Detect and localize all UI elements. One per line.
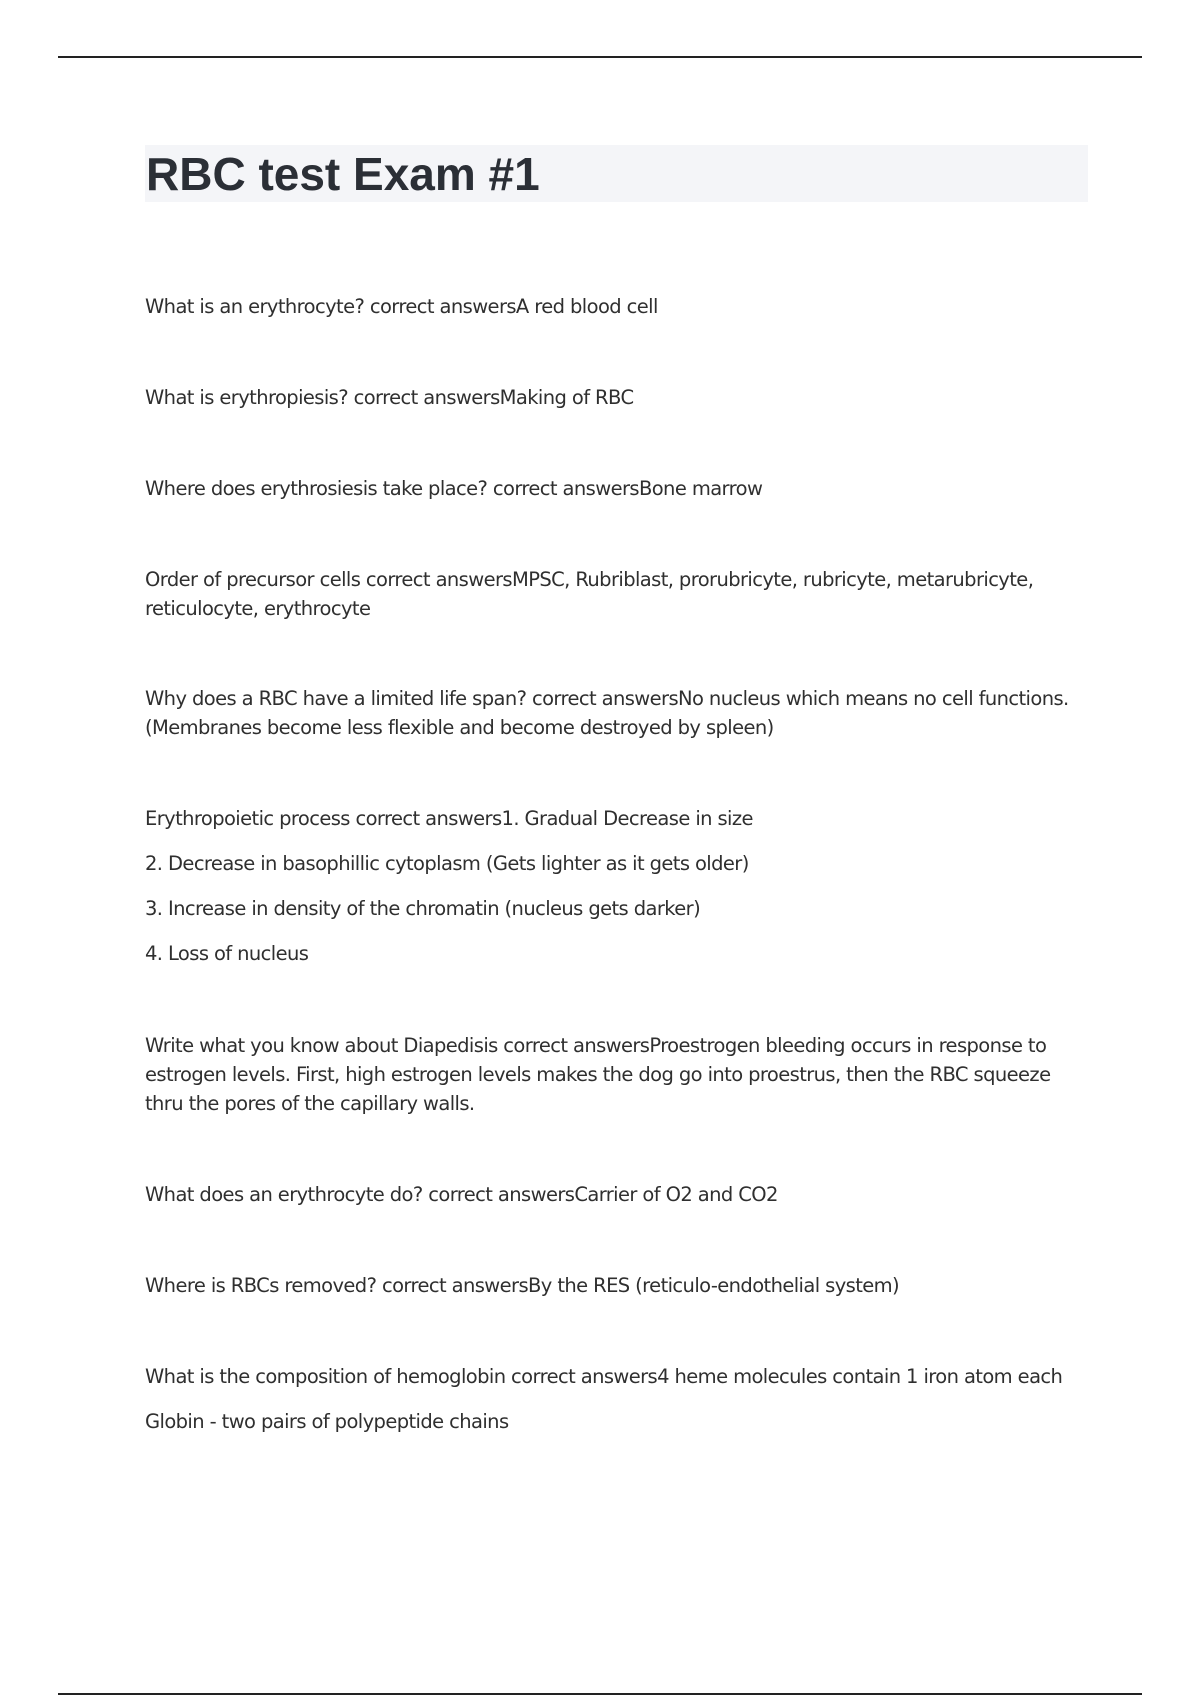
answer-marker: correct answers [349,807,502,830]
question-text: Order of precursor cells [145,568,361,591]
answer-text: Proestrogen bleeding occurs in response to estrogen levels. First, high estrogen levels makes the dog go into proestrus, then the RBC squeeze thru the pores of the capillary walls. [145,1034,1051,1115]
answer-text: MPSC, Rubriblast, prorubricyte, rubricyte, metarubricyte, reticulocyte, erythrocyte [145,568,1034,620]
answer-marker: correct answers [364,295,516,318]
answer-marker: correct answers [487,477,639,500]
qa-item-10 [145,1362,1085,1436]
qa-item-5 [145,684,1085,742]
top-rule [58,56,1142,58]
qa-item-9 [145,1271,1085,1300]
answer-extra-line: 2. Decrease in basophillic cytoplasm (Gets lighter as it gets older) [145,852,749,875]
answer-text: By the RES (reticulo-endothelial system) [528,1274,900,1297]
question-text: What is an erythrocyte? [145,295,365,318]
answer-marker: correct answers [422,1183,575,1206]
answer-marker: correct answers [347,386,500,409]
qa-item-1 [145,292,1085,321]
question-text: Erythropoietic process [145,807,350,830]
answer-text: No nucleus which means no cell functions. (Membranes become less flexible and become destroyed by spleen) [145,687,1069,739]
question-text: Why does a RBC have a limited life span? [145,687,527,710]
qa-item-3 [145,474,1085,503]
question-text: Where does erythrosiesis take place? [145,477,488,500]
question-text: Where is RBCs removed? [145,1274,377,1297]
answer-marker: correct answers [505,1365,658,1388]
answer-extra-line: 4. Loss of nucleus [145,942,309,965]
page-title: RBC test Exam #1 [146,148,540,200]
answer-text: 1. Gradual Decrease in size [501,807,753,830]
answer-marker: correct answers [497,1034,650,1057]
answer-marker: correct answers [526,687,679,710]
question-text: What is the composition of hemoglobin [145,1365,506,1388]
answer-text: 4 heme molecules contain 1 iron atom each [657,1365,1063,1388]
question-text: What is erythropiesis? [145,386,348,409]
answer-marker: correct answers [376,1274,529,1297]
qa-item-6 [145,804,1085,968]
bottom-rule [58,1693,1142,1695]
qa-item-4 [145,565,1085,623]
answer-text: Making of RBC [499,386,634,409]
qa-item-7 [145,1031,1085,1118]
answer-extra-line: Globin - two pairs of polypeptide chains [145,1410,509,1433]
answer-text: A red blood cell [515,295,658,318]
qa-item-2 [145,383,1085,412]
answer-text: Bone marrow [638,477,763,500]
qa-item-8 [145,1180,1085,1209]
answer-extra-line: 3. Increase in density of the chromatin (nucleus gets darker) [145,897,701,920]
question-text: Write what you know about Diapedisis [145,1034,498,1057]
answer-text: Carrier of O2 and CO2 [574,1183,778,1206]
question-text: What does an erythrocyte do? [145,1183,423,1206]
answer-marker: correct answers [360,568,512,591]
